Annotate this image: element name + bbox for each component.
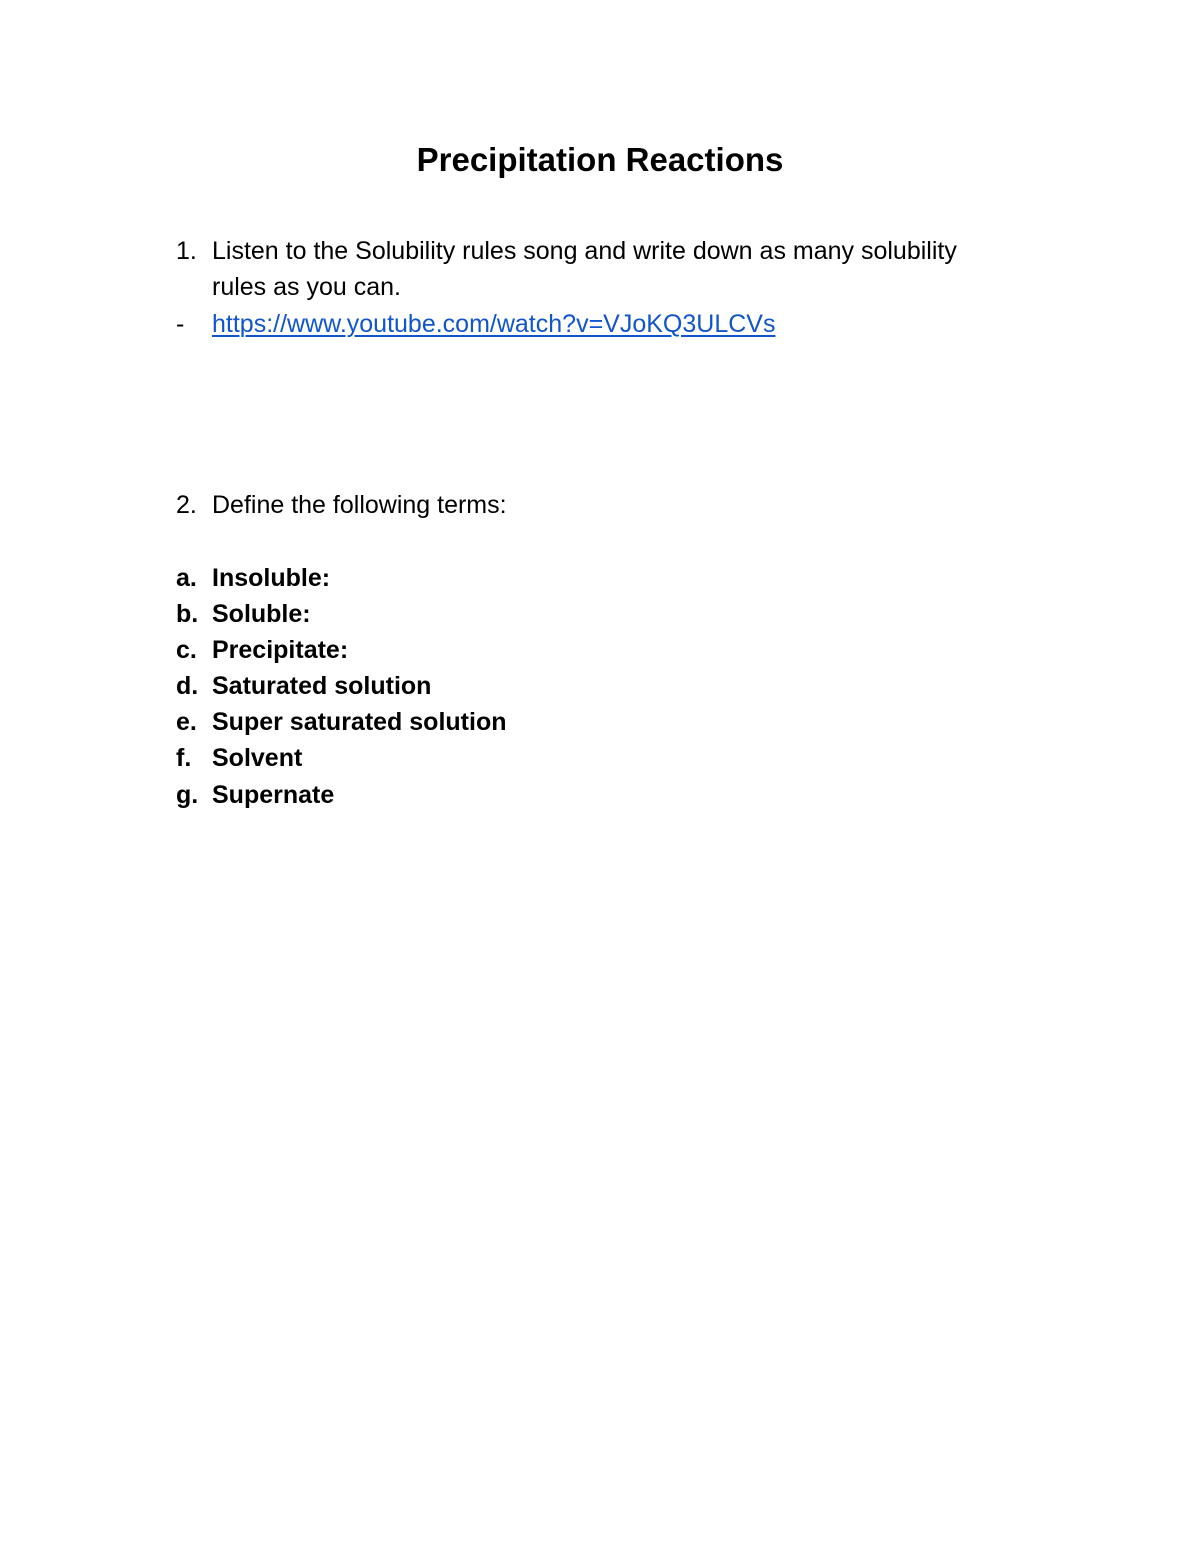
link-bullet: -	[176, 310, 185, 338]
term-marker: e.	[176, 708, 197, 736]
term-label: Supernate	[212, 781, 335, 809]
youtube-link[interactable]: https://www.youtube.com/watch?v=VJoKQ3ULCVs	[212, 310, 776, 338]
question-1-number: 1.	[176, 237, 197, 265]
term-marker: c.	[176, 636, 197, 664]
term-label: Insoluble:	[212, 564, 331, 592]
term-marker: f.	[176, 744, 192, 772]
term-label: Saturated solution	[212, 672, 432, 700]
question-1-text-continued: rules as you can.	[212, 273, 401, 301]
question-2-text: Define the following terms:	[212, 491, 507, 519]
term-marker: g.	[176, 781, 199, 809]
term-marker: b.	[176, 600, 199, 628]
question-1-text: Listen to the Solubility rules song and write down as many solubility	[212, 237, 957, 265]
term-marker: d.	[176, 672, 199, 700]
term-marker: a.	[176, 564, 197, 592]
term-label: Soluble:	[212, 600, 311, 628]
question-2-number: 2.	[176, 491, 197, 519]
term-label: Solvent	[212, 744, 303, 772]
term-label: Super saturated solution	[212, 708, 507, 736]
term-label: Precipitate:	[212, 636, 349, 664]
page-title: Precipitation Reactions	[416, 141, 784, 178]
